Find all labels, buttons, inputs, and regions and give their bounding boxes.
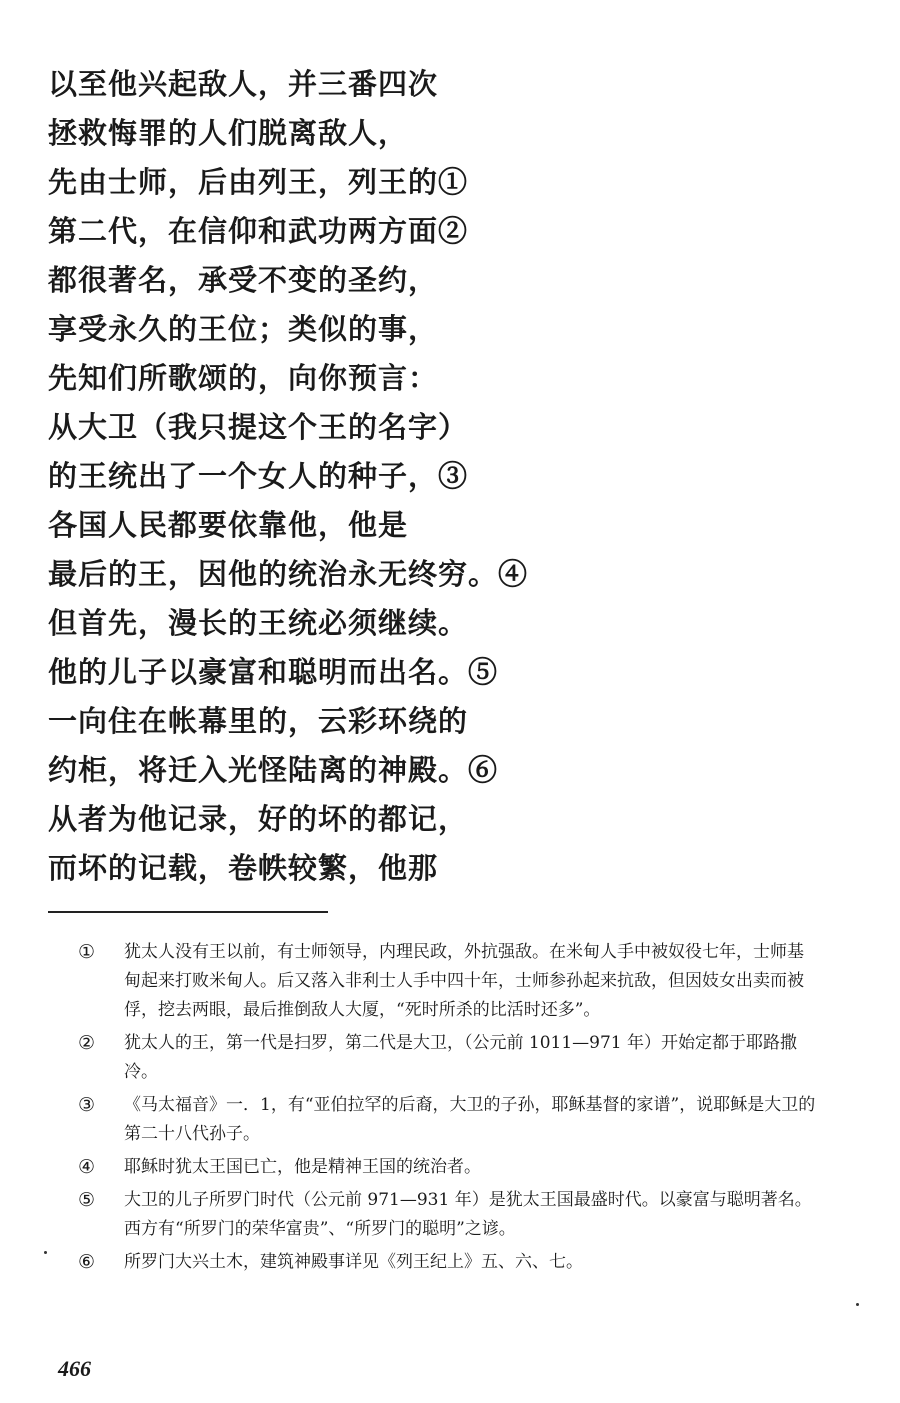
footnote-text: 所罗门大兴土木，建筑神殿事详见《列王纪上》五、六、七。 xyxy=(124,1252,583,1272)
poem-line: 各国人民都要依靠他，他是 xyxy=(48,508,409,542)
footnote-divider xyxy=(48,911,328,913)
footnote-text: 《马太福音》一．1，有“亚伯拉罕的后裔，大卫的子孙，耶稣基督的家谱”，说耶稣是大卫的第二十八代孙子。 xyxy=(124,1095,816,1144)
footnote xyxy=(78,1153,818,1182)
poem-line: 他的儿子以豪富和聪明而出名。⑤ xyxy=(48,655,499,689)
footnote-mark: ④ xyxy=(78,1156,96,1178)
footnote-mark: ⑤ xyxy=(78,1189,96,1211)
poem-line: 最后的王，因他的统治永无终穷。④ xyxy=(48,557,529,591)
footnote xyxy=(78,1248,818,1277)
poem-line: 享受永久的王位；类似的事， xyxy=(48,312,439,346)
poem-line: 都很著名，承受不变的圣约， xyxy=(48,263,439,297)
footnote-mark: ⑥ xyxy=(78,1251,96,1273)
poem-line: 从者为他记录，好的坏的都记， xyxy=(48,802,469,836)
footnote-text: 耶稣时犹太王国已亡，他是精神王国的统治者。 xyxy=(124,1157,481,1177)
poem-line: 先知们所歌颂的，向你预言： xyxy=(48,361,439,395)
page-number: 466 xyxy=(58,1356,91,1381)
poem-line: 以至他兴起敌人，并三番四次 xyxy=(48,67,439,101)
footnote xyxy=(78,1186,818,1244)
poem-line: 拯救悔罪的人们脱离敌人， xyxy=(48,116,409,150)
footnote-mark: ① xyxy=(78,941,96,963)
poem-line: 的王统出了一个女人的种子，③ xyxy=(48,459,469,493)
poem-line: 而坏的记载，卷帙较繁，他那 xyxy=(48,851,439,885)
poem-line: 约柜，将迁入光怪陆离的神殿。⑥ xyxy=(48,753,499,787)
footnote-mark: ③ xyxy=(78,1094,96,1116)
footnote xyxy=(78,1091,818,1149)
poem-line: 从大卫（我只提这个王的名字） xyxy=(48,410,469,444)
poem-line: 先由士师，后由列王，列王的① xyxy=(48,165,469,199)
footnote xyxy=(78,938,818,1025)
footnote-text: 犹太人的王，第一代是扫罗，第二代是大卫，（公元前 1011—971 年）开始定都于耶路撒冷。 xyxy=(124,1033,798,1082)
poem-line: 但首先，漫长的王统必须继续。 xyxy=(48,606,469,640)
footnotes xyxy=(78,938,818,1281)
poem-body xyxy=(48,60,768,893)
footnote-text: 犹太人没有王以前，有士师领导，内理民政，外抗强敌。在米甸人手中被奴役七年，士师基甸起来打败米甸人。后又落入非利士人手中四十年，士师参孙起来抗敌，但因妓女出卖而被俘，挖去两眼，最后推倒敌人大厦，“死时所杀的比活时还多”。 xyxy=(124,942,804,1020)
footnote-text: 大卫的儿子所罗门时代（公元前 971—931 年）是犹太王国最盛时代。以豪富与聪明著名。西方有“所罗门的荣华富贵”、“所罗门的聪明”之谚。 xyxy=(124,1190,812,1239)
poem-line: 第二代，在信仰和武功两方面② xyxy=(48,214,469,248)
footnote xyxy=(78,1029,818,1087)
poem-line: 一向住在帐幕里的，云彩环绕的 xyxy=(48,704,469,738)
footnote-mark: ② xyxy=(78,1032,96,1054)
scan-speck xyxy=(44,1251,47,1254)
scan-speck xyxy=(856,1303,859,1306)
